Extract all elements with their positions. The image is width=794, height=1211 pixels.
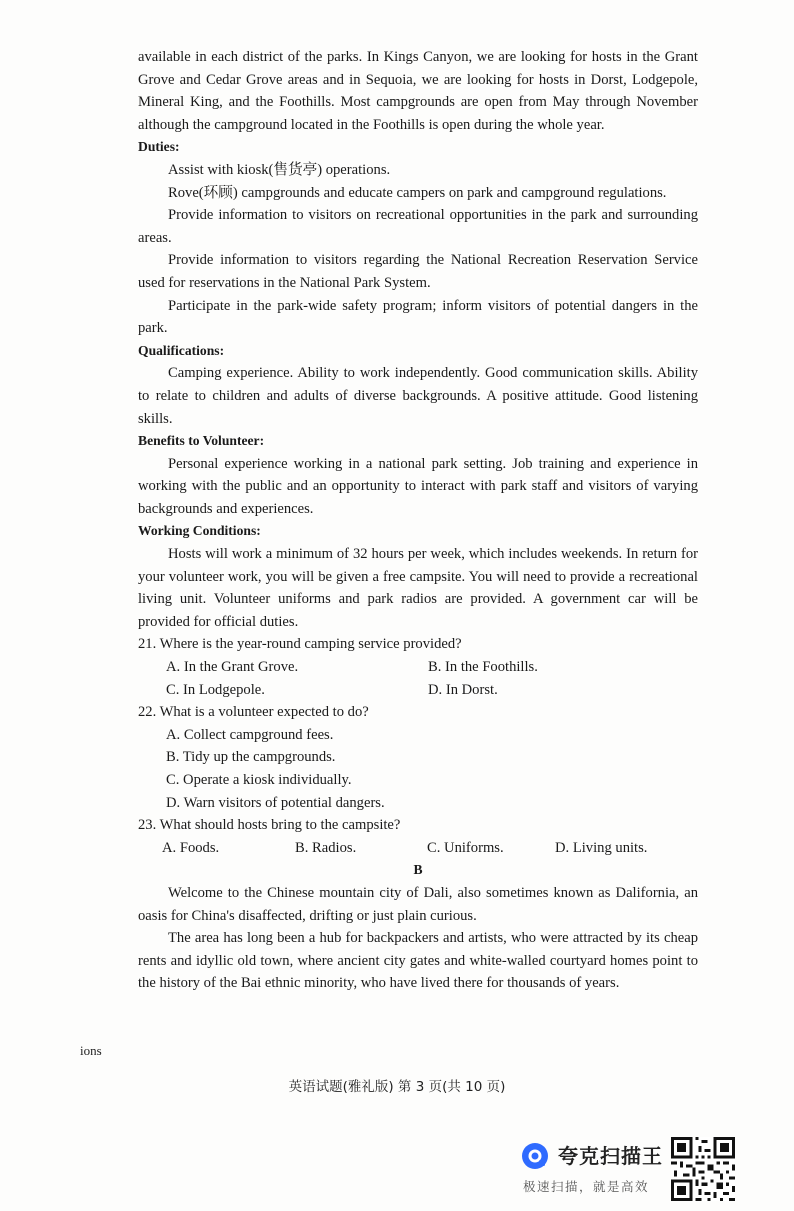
duty-item: Participate in the park-wide safety program; inform visitors of potential dangers in the park. — [138, 297, 698, 337]
duty-item: Provide information to visitors regarding the National Recreation Reservation Service used for reservations in the National Park System. — [138, 252, 698, 291]
duties-heading: Duties: — [138, 139, 180, 155]
duty-item: Assist with kiosk(售货亭) operations. — [168, 161, 391, 178]
watermark-subtitle: 极速扫描，就是高效 — [523, 1179, 650, 1194]
option-b: B. Radios. — [295, 839, 357, 856]
section-b-heading: B — [413, 862, 423, 878]
option-c: C. In Lodgepole. — [166, 681, 265, 698]
option-b: B. Tidy up the campgrounds. — [166, 749, 336, 766]
option-c: C. Operate a kiosk individually. — [166, 772, 352, 788]
benefits-heading: Benefits to Volunteer: — [138, 433, 265, 449]
option-a: A. Collect campground fees. — [166, 726, 334, 743]
option-d: D. Warn visitors of potential dangers. — [166, 794, 385, 811]
option-c: C. Uniforms. — [427, 839, 504, 856]
question-21-stem: 21. Where is the year-round camping service provided? — [138, 636, 462, 653]
conditions-heading: Working Conditions: — [138, 523, 261, 539]
qualifications-heading: Qualifications: — [138, 342, 225, 358]
question-23-options-row — [138, 837, 698, 860]
quark-logo-icon — [520, 1141, 550, 1171]
margin-note: ions — [80, 1043, 102, 1058]
passage-b-paragraph: The area has long been a hub for backpackers and artists, who were attracted by its cheap rents and idyllic old town, where ancient city gates and white-walled courtyard homes point to the history of the Bai ethnic minority, who have lived there for thousands of years. — [138, 930, 698, 992]
option-d: D. In Dorst. — [428, 681, 498, 698]
page-footer: 英语试题(雅礼版) 第 3 页(共 10 页) — [288, 1079, 506, 1095]
option-a: A. Foods. — [162, 839, 220, 856]
option-a: A. In the Grant Grove. — [166, 659, 299, 676]
option-d: D. Living units. — [555, 839, 648, 856]
watermark-title: 夸克扫描王 — [558, 1144, 663, 1168]
passage-b-paragraph: Welcome to the Chinese mountain city of Dali, also sometimes known as Dalifornia, an oasis for China's disaffected, drifting or just plain curious. — [138, 884, 698, 924]
duty-item: Provide information to visitors on recreational opportunities in the park and surrounding areas. — [138, 207, 698, 246]
question-23-stem: 23. What should hosts bring to the campsite? — [138, 817, 401, 834]
duty-item: Rove(环顾) campgrounds and educate campers on park and campground regulations. — [168, 184, 667, 201]
question-22-stem: 22. What is a volunteer expected to do? — [138, 704, 369, 721]
passage-a-intro: available in each district of the parks. In Kings Canyon, we are looking for hosts in the Grant Grove and Cedar Grove areas and in Sequoia, we are looking for hosts in Dorst, Lodgepole, Mineral King, and the Foothills. Most campgrounds are open from May through November although the campground located in the Foothills is open during the whole year. — [138, 49, 698, 133]
page-content — [138, 46, 698, 995]
question-21-options-row-2 — [138, 679, 698, 702]
qualifications-text: Camping experience. Ability to work independently. Good communication skills. Ability to relate to children and adults of diverse backgrounds. A positive attitude. Good listening skills. — [138, 365, 698, 427]
scanner-watermark — [520, 1137, 670, 1197]
qr-code-icon — [671, 1137, 735, 1201]
option-b: B. In the Foothills. — [428, 659, 538, 676]
question-21-options-row-1 — [138, 656, 698, 679]
conditions-text: Hosts will work a minimum of 32 hours per week, which includes weekends. In return for your volunteer work, you will be given a free campsite. You will need to provide a recreational living unit. Volunteer uniforms and park radios are provided. A government car will be provided for official duties. — [138, 546, 698, 630]
benefits-text: Personal experience working in a national park setting. Job training and experience in working with the public and an opportunity to interact with park staff and visitors of varying backgrounds and experiences. — [138, 455, 698, 517]
